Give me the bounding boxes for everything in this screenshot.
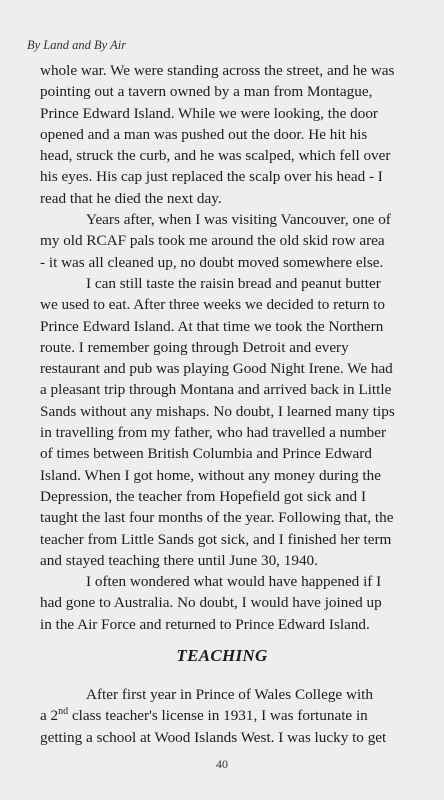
text-line: I often wondered what would have happened if I	[86, 573, 382, 591]
text-line: route. I remember going through Detroit and every	[40, 338, 349, 356]
body-text-section-1	[40, 60, 432, 635]
text-line: we used to eat. After three weeks we decided to return to	[40, 296, 385, 314]
text-line: Depression, the teacher from Hopefield got sick and I	[40, 487, 366, 505]
section-heading: TEACHING	[176, 646, 268, 665]
text-line: and stayed teaching there until June 30, 1940.	[40, 551, 318, 569]
text-line: in the Air Force and returned to Prince Edward Island.	[40, 615, 370, 633]
text-line: Prince Edward Island. While we were looking, the door	[40, 104, 378, 122]
text-line: After first year in Prince of Wales College with	[86, 686, 373, 703]
text-line: Years after, when I was visiting Vancouver, one of	[86, 211, 391, 229]
text-line: I can still taste the raisin bread and peanut butter	[86, 274, 381, 292]
text-line: Sands without any mishaps. No doubt, I learned many tips	[40, 402, 395, 420]
body-text-section-2	[40, 684, 432, 748]
text-line: read that he died the next day.	[40, 189, 222, 207]
text-line: opened and a man was pushed out the door. He hit his	[40, 125, 368, 143]
text-line: getting a school at Wood Islands West. I was lucky to get	[40, 728, 387, 746]
text-line: my old RCAF pals took me around the old skid row area	[40, 232, 385, 250]
ordinal-superscript: nd	[58, 706, 69, 718]
text-line: had gone to Australia. No doubt, I would have joined up	[40, 594, 382, 612]
text-line: a pleasant trip through Montana and arrived back in Little	[40, 381, 392, 399]
text-fragment: class teacher's license in 1931, I was fortunate in	[68, 707, 368, 725]
text-line	[40, 705, 432, 726]
running-head: By Land and By Air	[27, 38, 127, 52]
text-line: of times between British Columbia and Prince Edward	[40, 445, 372, 463]
text-line: in travelling from my father, who had travelled a number	[40, 424, 387, 442]
text-line: teacher from Little Sands got sick, and I finished her term	[40, 530, 392, 548]
text-line: taught the last four months of the year. Following that, the	[40, 509, 394, 527]
text-line: head, struck the curb, and he was scalped, which fell over	[40, 147, 391, 165]
text-line: whole war. We were standing across the street, and he was	[40, 62, 395, 79]
text-line: Island. When I got home, without any money during the	[40, 466, 381, 484]
page-number: 40	[216, 757, 228, 771]
text-fragment: a 2	[40, 707, 59, 725]
text-line: his eyes. His cap just replaced the scalp over his head - I	[40, 168, 383, 186]
text-line: pointing out a tavern owned by a man from Montague,	[40, 83, 373, 101]
text-line: - it was all cleaned up, no doubt moved somewhere else.	[40, 253, 384, 271]
text-line: restaurant and pub was playing Good Night Irene. We had	[40, 360, 393, 378]
text-line: Prince Edward Island. At that time we took the Northern	[40, 317, 384, 335]
